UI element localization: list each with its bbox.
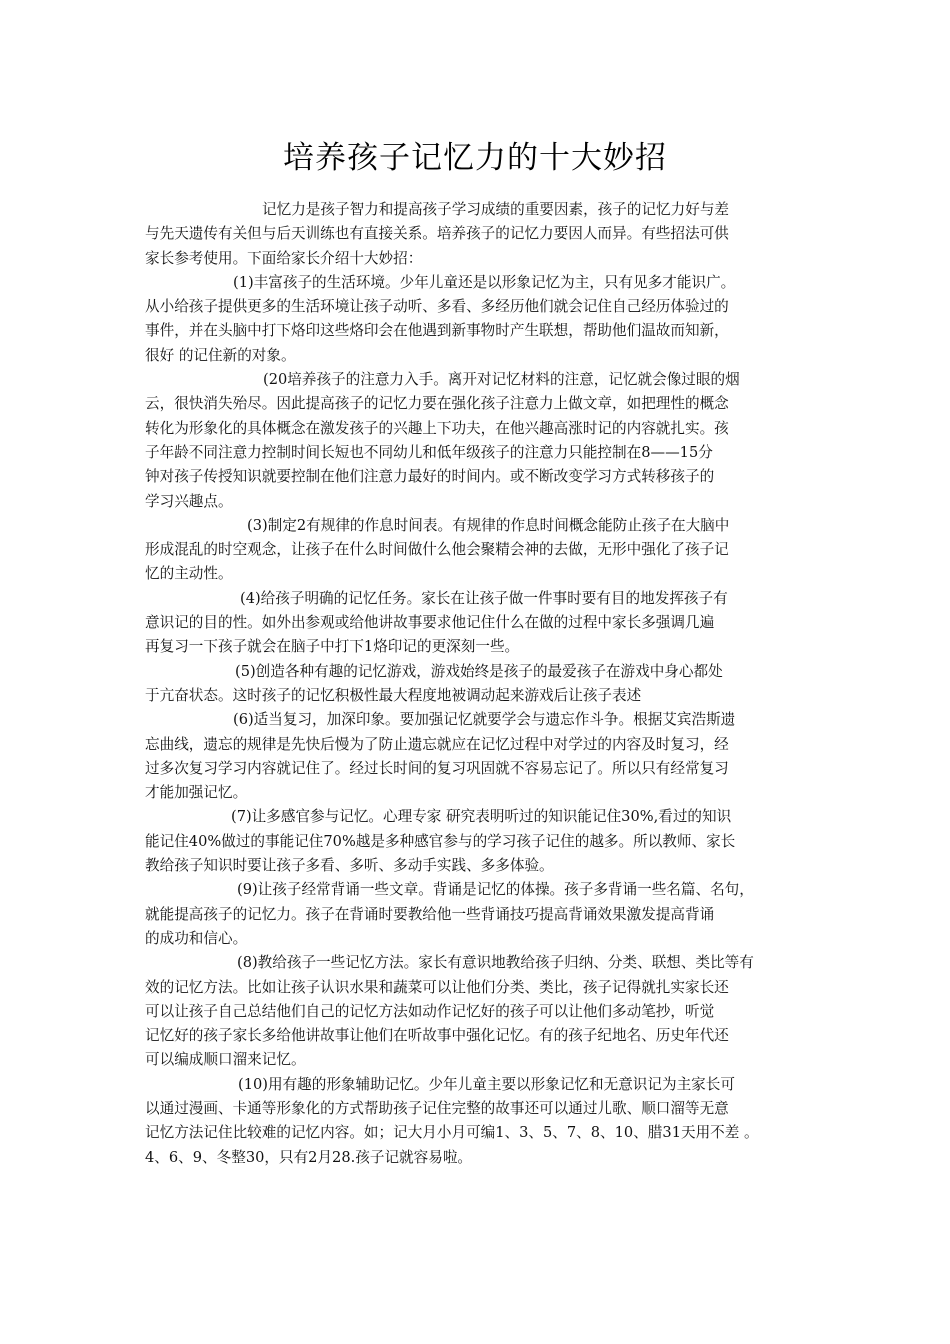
- paragraph-line: (20培养孩子的注意力入手。离开对记忆材料的注意，记忆就会像过眼的烟: [263, 371, 740, 389]
- paragraph: [145, 587, 817, 660]
- paragraph-line: (9)让孩子经常背诵一些文章。背诵是记忆的体操。孩子多背诵一些名篇、名句，: [237, 881, 754, 899]
- paragraph: [145, 198, 817, 271]
- paragraph: [145, 271, 817, 368]
- paragraph-line: 效的记忆方法。比如让孩子认识水果和蔬菜可以让他们分类、类比，孩子记得就扎实家长还: [145, 978, 729, 996]
- paragraph-line: 才能加强记忆。: [145, 784, 248, 802]
- paragraph-line: (1)丰富孩子的生活环境。少年儿童还是以形象记忆为主，只有见多才能识广。: [233, 273, 736, 291]
- paragraph: [145, 708, 817, 805]
- paragraph-line: 钟对孩子传授知识就要控制在他们注意力最好的时间内。或不断改变学习方式转移孩子的: [145, 468, 715, 486]
- paragraph: [145, 878, 817, 951]
- paragraph-line: 意识记的目的性。如外出参观或给他讲故事要求他记住什么在做的过程中家长多强调几遍: [145, 614, 715, 632]
- paragraph-line: 家长参考使用。下面给家长介绍十大妙招：: [145, 249, 423, 267]
- paragraph-line: 就能提高孩子的记忆力。孩子在背诵时要教给他一些背诵技巧提高背诵效果激发提高背诵: [145, 905, 715, 923]
- paragraph-line: 子年龄不同注意力控制时间长短也不同幼儿和低年级孩子的注意力只能控制在8——15分: [145, 443, 713, 461]
- paragraph-line: 忘曲线，遗忘的规律是先快后慢为了防止遗忘就应在记忆过程中对学过的内容及时复习，经: [145, 735, 729, 753]
- paragraph-line: 教给孩子知识时要让孩子多看、多听、多动手实践、多多体验。: [145, 857, 554, 875]
- paragraph-line: (10)用有趣的形象辅助记忆。少年儿童主要以形象记忆和无意识记为主家长可: [238, 1075, 735, 1093]
- paragraph-line: 转化为形象化的具体概念在激发孩子的兴趣上下功夫，在他兴趣高涨时记的内容就扎实。孩: [145, 419, 729, 437]
- paragraph-line: 能记住40%做过的事能记住70%越是多种感官参与的学习孩子记住的越多。所以教师、家长: [145, 832, 736, 850]
- paragraph-line: 记忆力是孩子智力和提高孩子学习成绩的重要因素，孩子的记忆力好与差: [262, 201, 730, 218]
- paragraph: [145, 660, 817, 709]
- paragraph-line: 的成功和信心。: [145, 929, 248, 947]
- paragraph-line: 云，很快消失殆尽。因此提高孩子的记忆力要在强化孩子注意力上做文章，如把理性的概念: [145, 395, 729, 413]
- paragraph-line: (5)创造各种有趣的记忆游戏，游戏始终是孩子的最爱孩子在游戏中身心都处: [235, 662, 723, 680]
- paragraph-line: 从小给孩子提供更多的生活环境让孩子动听、多看、多经历他们就会记住自己经历体验过的: [145, 298, 729, 316]
- paragraph-line: 很好 的记住新的对象。: [145, 346, 296, 364]
- paragraph-line: (7)让多感官参与记忆。心理专家 研究表明听过的知识能记住30%,看过的知识: [231, 808, 732, 826]
- paragraph-line: (4)给孩子明确的记忆任务。家长在让孩子做一件事时要有目的地发挥孩子有: [240, 589, 728, 607]
- paragraph: [145, 951, 817, 1072]
- paragraph-line: 学习兴趣点。: [145, 492, 233, 510]
- paragraph-line: 再复习一下孩子就会在脑子中打下1烙印记的更深刻一些。: [145, 638, 520, 656]
- paragraph-line: 过多次复习学习内容就记住了。经过长时间的复习巩固就不容易忘记了。所以只有经常复习: [145, 759, 729, 777]
- paragraph-line: 事件，并在头脑中打下烙印这些烙印会在他遇到新事物时产生联想，帮助他们温故而知新，: [145, 322, 729, 340]
- paragraph-line: 形成混乱的时空观念，让孩子在什么时间做什么他会聚精会神的去做，无形中强化了孩子记: [145, 541, 729, 559]
- paragraph: [145, 805, 817, 878]
- document-title: 培养孩子记忆力的十大妙招: [283, 140, 667, 176]
- paragraph-line: (6)适当复习，加深印象。要加强记忆就要学会与遗忘作斗争。根据艾宾浩斯遗: [233, 711, 736, 729]
- document-body: [145, 198, 817, 1170]
- paragraph-line: 与先天遗传有关但与后天训练也有直接关系。培养孩子的记忆力要因人而异。有些招法可供: [145, 225, 729, 243]
- paragraph: [145, 514, 817, 587]
- paragraph-line: 以通过漫画、卡通等形象化的方式帮助孩子记住完整的故事还可以通过儿歌、顺口溜等无意: [145, 1099, 729, 1117]
- paragraph-line: 4、6、9、冬整30，只有2月28.孩子记就容易啦。: [145, 1148, 473, 1166]
- paragraph-line: 可以让孩子自己总结他们自己的记忆方法如动作记忆好的孩子可以让他们多动笔抄，听觉: [145, 1002, 715, 1020]
- paragraph-line: 记忆好的孩子家长多给他讲故事让他们在听故事中强化记忆。有的孩子纪地名、历史年代还: [145, 1027, 729, 1045]
- paragraph-line: 于亢奋状态。这时孩子的记忆积极性最大程度地被调动起来游戏后让孩子表述: [145, 686, 642, 704]
- paragraph-line: (8)教给孩子一些记忆方法。家长有意识地教给孩子归纳、分类、联想、类比等有: [237, 954, 754, 972]
- paragraph-line: (3)制定2有规律的作息时间表。有规律的作息时间概念能防止孩子在大脑中: [247, 516, 730, 534]
- paragraph: [145, 1073, 817, 1170]
- paragraph-line: 记忆方法记住比较难的记忆内容。如；记大月小月可编1、3、5、7、8、10、腊31天用不差 。: [145, 1124, 759, 1142]
- paragraph-line: 可以编成顺口溜来记忆。: [145, 1051, 306, 1069]
- paragraph-line: 忆的主动性。: [145, 565, 233, 583]
- paragraph: [145, 368, 817, 514]
